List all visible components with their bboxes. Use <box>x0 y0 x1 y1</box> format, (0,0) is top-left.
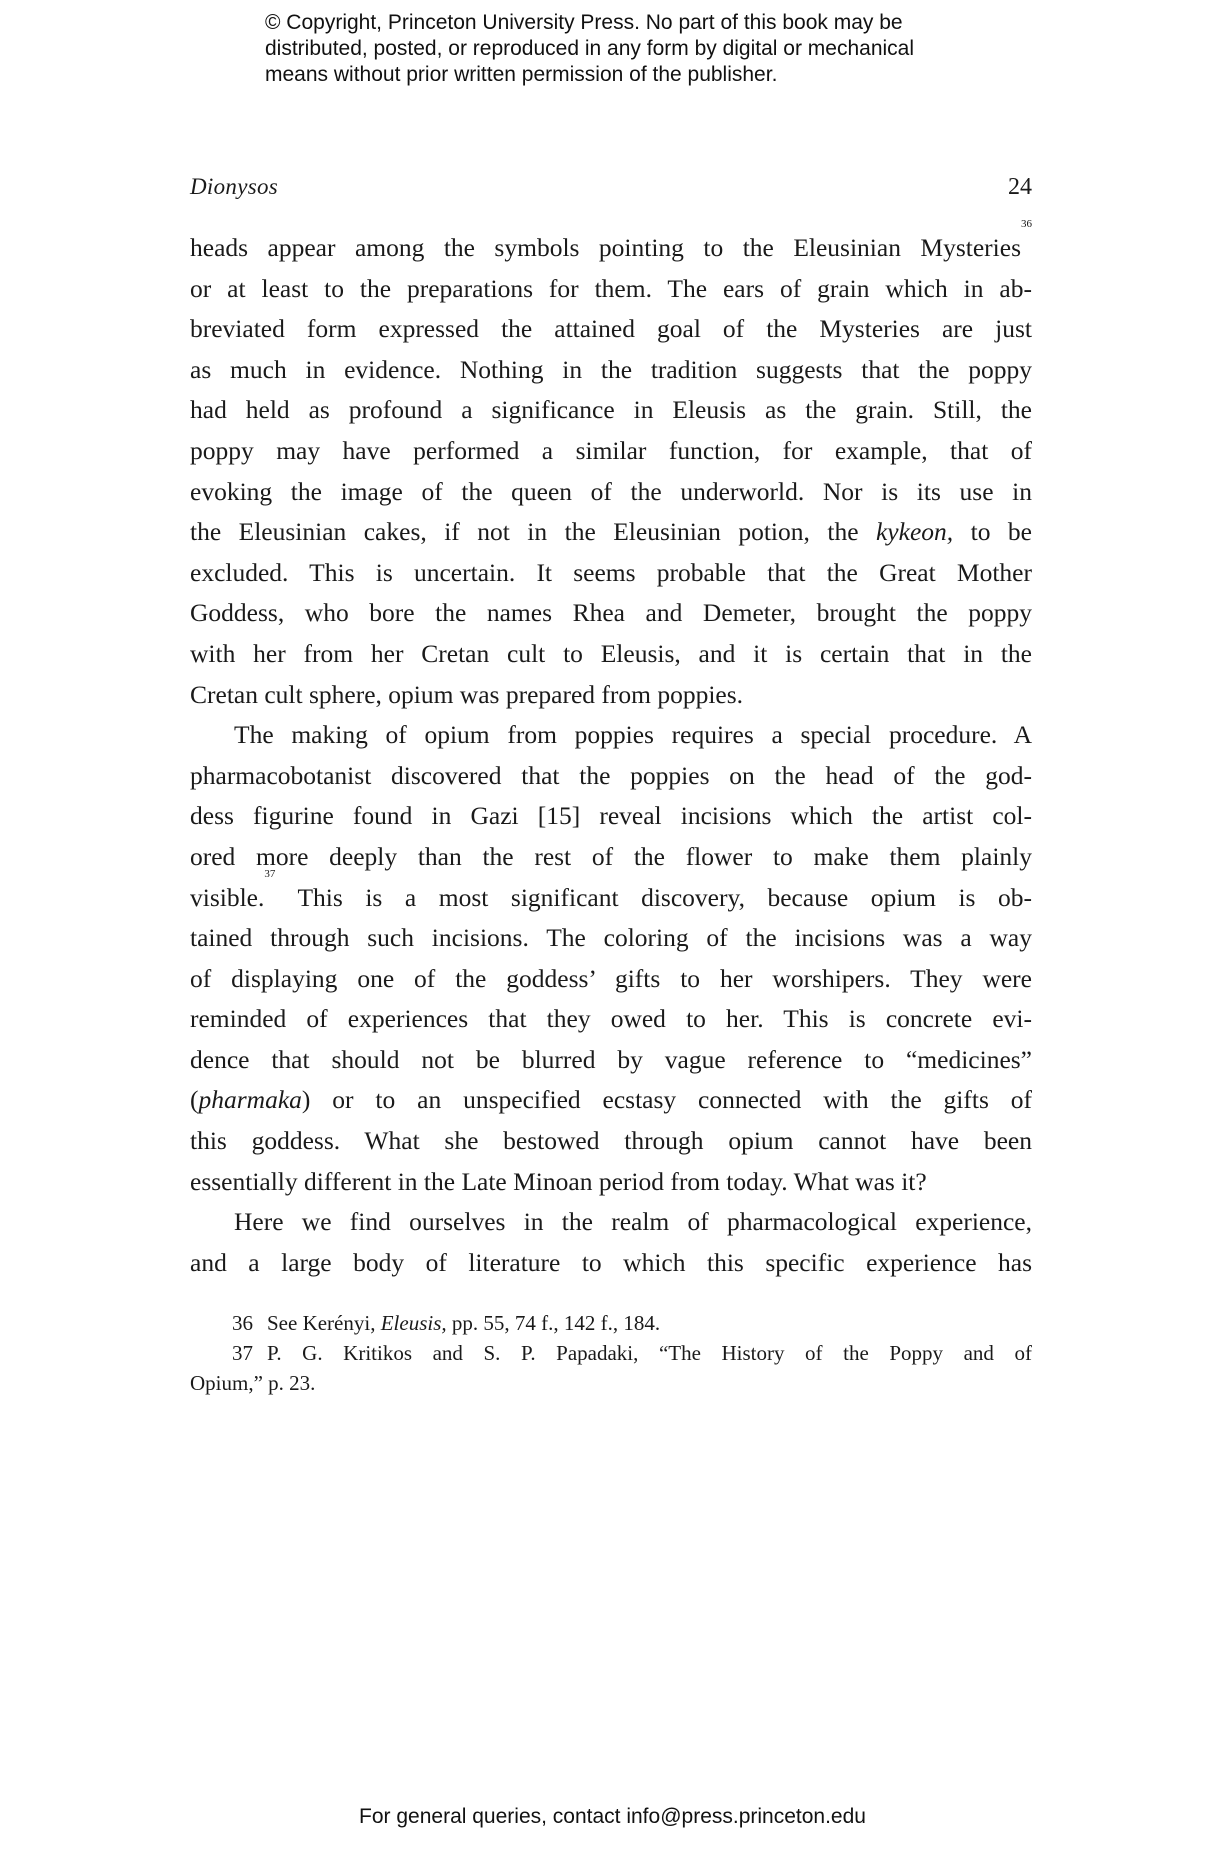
copyright-line: © Copyright, Princeton University Press. No part of this book may be <box>265 11 903 34</box>
text-line: breviated form expressed the attained goal of the Mysteries are just <box>190 314 1032 344</box>
text-line: as much in evidence. Nothing in the tradition suggests that the poppy <box>190 354 1032 384</box>
footnote-ref-37: 37 <box>264 867 276 880</box>
text-line: dence that should not be blurred by vague reference to “medicines” <box>190 1044 1032 1074</box>
text-run: This is a most significant discovery, because opium is ob- <box>275 882 1032 912</box>
text-line: excluded. This is uncertain. It seems probable that the Great Mother <box>190 557 1032 587</box>
text-line <box>190 512 1032 553</box>
paragraph-3 <box>190 1202 1032 1283</box>
italic-title: Eleusis, <box>380 1311 447 1335</box>
page-number: 24 <box>1008 174 1032 200</box>
text-run: ) or to an unspecified ecstasy connected with the gifts of <box>301 1085 1032 1115</box>
text-line: this goddess. What she bestowed through opium cannot have been <box>190 1126 1032 1156</box>
text-line: essentially different in the Late Minoan period from today. What was it? <box>190 1166 927 1196</box>
italic-term: pharmaka <box>198 1085 302 1115</box>
footnote-number: 37 <box>232 1341 253 1365</box>
contact-footer: For general queries, contact info@press.princeton.edu <box>359 1805 866 1828</box>
footnote-37 <box>190 1338 1032 1368</box>
text-line: pharmacobotanist discovered that the poppies on the head of the god- <box>190 760 1032 790</box>
text-run: visible. <box>190 882 265 912</box>
text-line <box>190 218 1032 269</box>
running-head <box>190 174 1032 204</box>
footnotes <box>190 1308 1032 1398</box>
text-line: reminded of experiences that they owed to her. This is concrete evi- <box>190 1004 1032 1034</box>
text-line <box>190 1080 1032 1121</box>
text-line: had held as profound a significance in Eleusis as the grain. Still, the <box>190 395 1032 425</box>
text-run: P. G. Kritikos and S. P. Papadaki, “The History of the Poppy and of <box>267 1341 1032 1365</box>
text-run: See Kerényi, <box>267 1311 381 1335</box>
text-line: Here we find ourselves in the realm of pharmacological experience, <box>234 1207 1032 1237</box>
text-line: Goddess, who bore the names Rhea and Demeter, brought the poppy <box>190 598 1032 628</box>
paragraph-1 <box>190 218 1032 715</box>
text-line: with her from her Cretan cult to Eleusis, and it is certain that in the <box>190 638 1032 668</box>
running-title: Dionysos <box>190 174 279 199</box>
copyright-notice <box>265 10 965 88</box>
footnote-ref-36: 36 <box>1021 218 1032 230</box>
text-line: Cretan cult sphere, opium was prepared from poppies. <box>190 679 744 709</box>
copyright-line: distributed, posted, or reproduced in any form by digital or mechanical <box>265 37 915 60</box>
body-text <box>190 218 1032 1283</box>
text-line: poppy may have performed a similar function, for example, that of <box>190 435 1032 465</box>
italic-term: kykeon, <box>875 517 954 547</box>
footnote-36 <box>190 1308 1032 1338</box>
text-run: pp. 55, 74 f., 142 f., 184. <box>446 1311 661 1335</box>
text-line: or at least to the preparations for them. The ears of grain which in ab- <box>190 273 1032 303</box>
text-run: the Eleusinian cakes, if not in the Eleusinian potion, the <box>190 517 876 547</box>
text-run: heads appear among the symbols pointing to the Eleusinian Mysteries <box>190 233 1021 262</box>
text-run: to be <box>953 517 1032 547</box>
footnote-37-continued: Opium,” p. 23. <box>190 1371 316 1395</box>
footnote-number: 36 <box>232 1311 253 1335</box>
text-line <box>190 867 1032 919</box>
paragraph-2 <box>190 715 1032 1202</box>
text-line: of displaying one of the goddess’ gifts to her worshipers. They were <box>190 963 1032 993</box>
text-run: ( <box>190 1085 199 1115</box>
text-line: tained through such incisions. The coloring of the incisions was a way <box>190 923 1032 953</box>
text-line: The making of opium from poppies requires a special procedure. A <box>234 720 1032 750</box>
text-line: dess figurine found in Gazi [15] reveal incisions which the artist col- <box>190 801 1032 831</box>
text-line: and a large body of literature to which this specific experience has <box>190 1247 1032 1277</box>
text-line: evoking the image of the queen of the underworld. Nor is its use in <box>190 476 1032 506</box>
text-line: ored more deeply than the rest of the flower to make them plainly <box>190 841 1032 871</box>
copyright-line: means without prior written permission of the publisher. <box>265 63 778 86</box>
